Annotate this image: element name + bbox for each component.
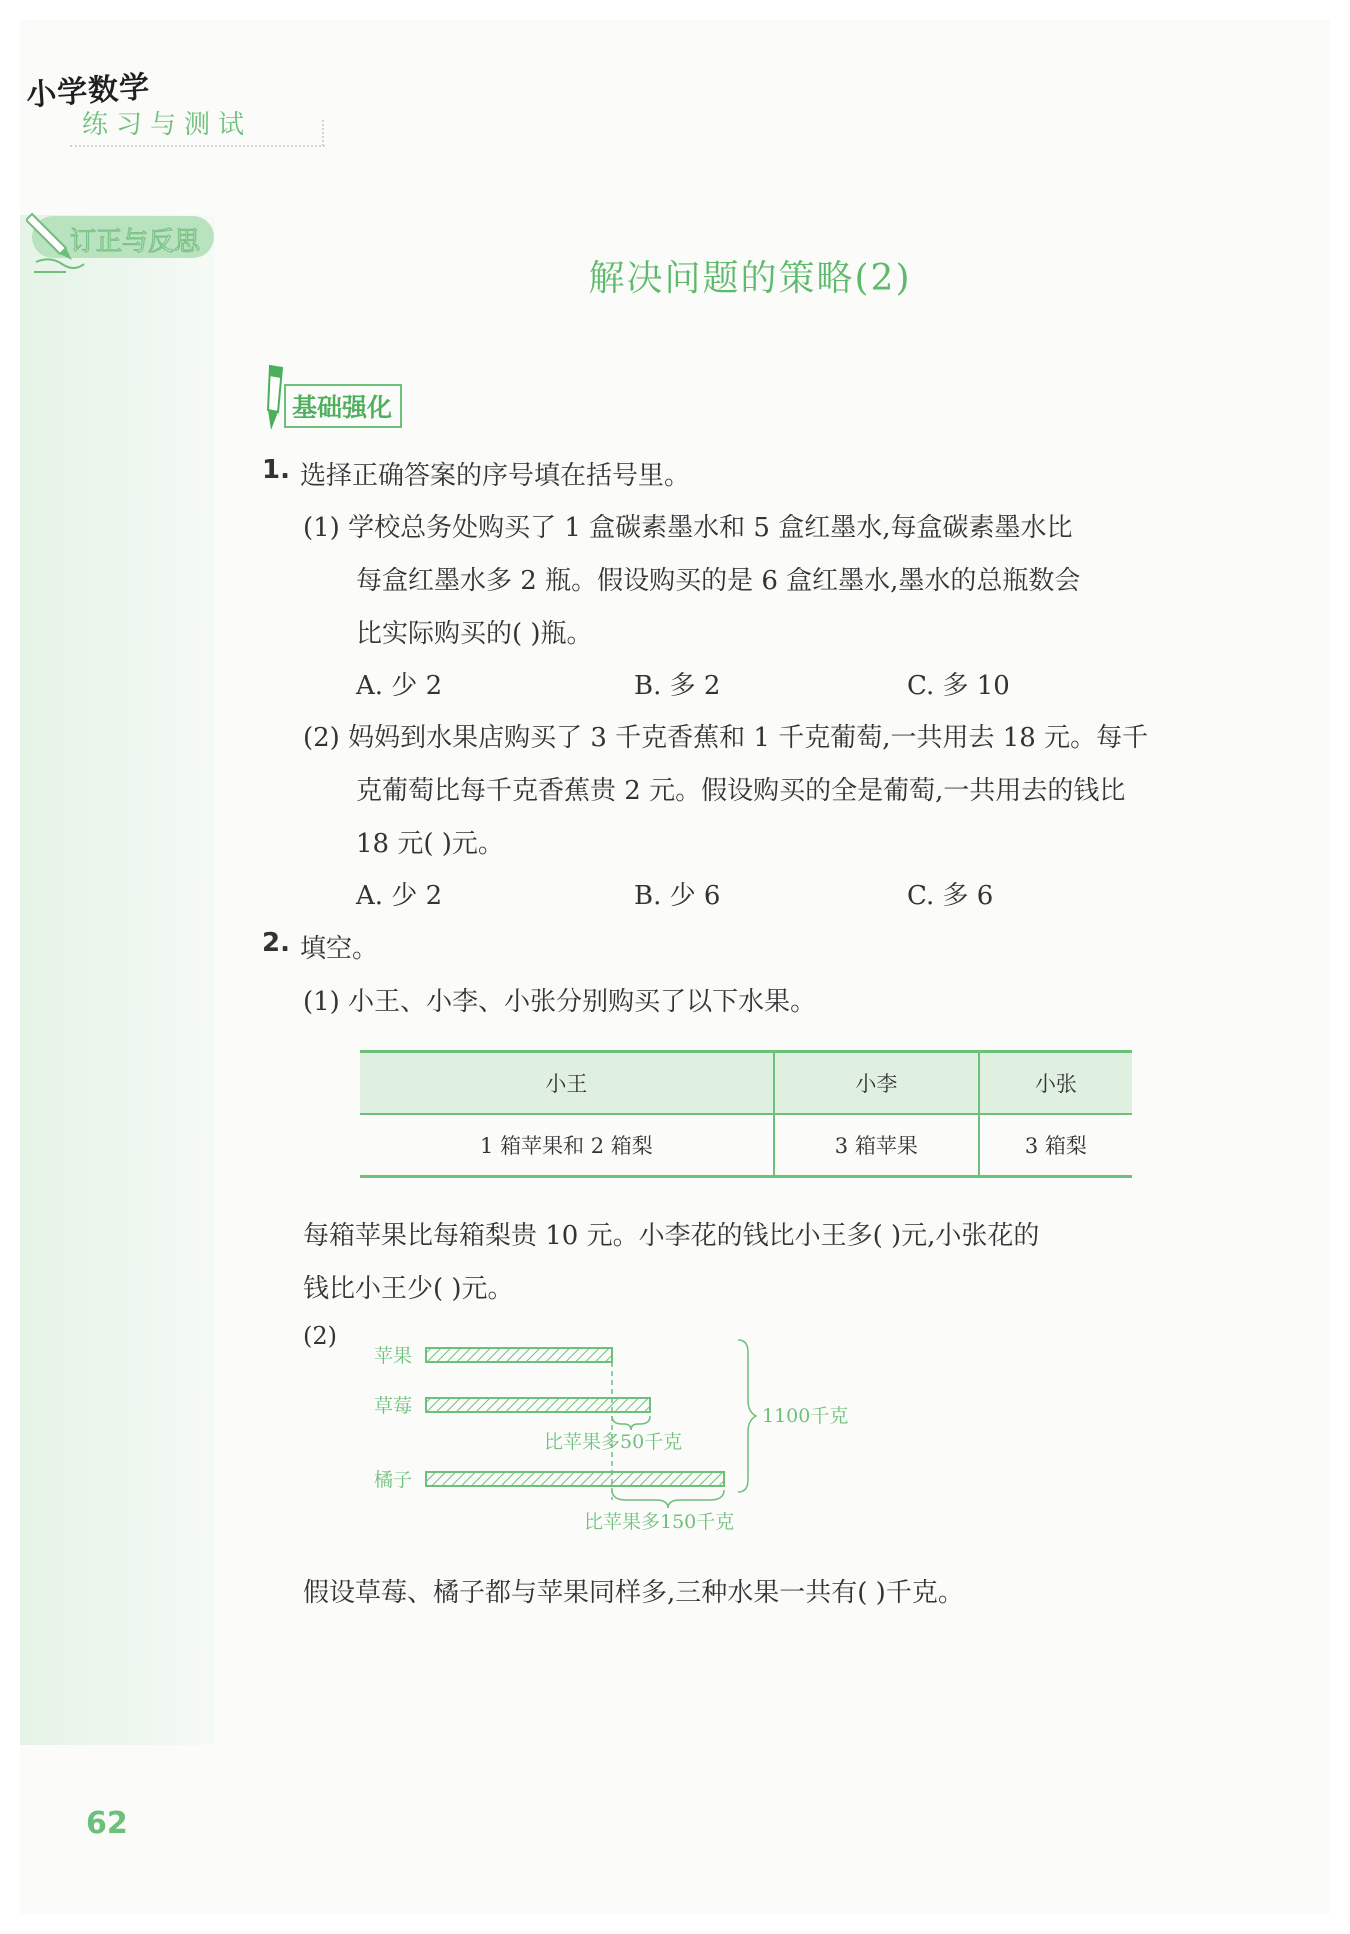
strawberry-extra-note: 比苹果多50千克 [544, 1431, 683, 1453]
table-row [360, 1114, 1132, 1177]
table-header: 小李 [774, 1052, 979, 1115]
bar-label: 苹果 [374, 1345, 413, 1367]
q1-sub1-option-a: A. 少 2 [356, 671, 443, 701]
header-divider-vertical [322, 120, 324, 146]
apple-bar [426, 1348, 612, 1362]
bar-label: 草莓 [374, 1395, 413, 1417]
table-cell: 3 箱苹果 [774, 1114, 979, 1177]
section-label: 基础强化 [284, 384, 402, 428]
orange-extra-brace [612, 1490, 724, 1508]
q2-sub2-label: (2) [303, 1322, 337, 1350]
table-header-row [360, 1052, 1132, 1115]
q1-sub2-line2: 克葡萄比每千克香蕉贵 2 元。假设购买的全是葡萄,一共用去的钱比 [356, 776, 1126, 806]
fruit-purchase-table [360, 1050, 1132, 1178]
q1-sub2-option-a: A. 少 2 [356, 881, 443, 911]
header-divider [70, 145, 325, 147]
q1-sub2-line3: 18 元( )元。 [356, 829, 504, 859]
q1-sub2-option-c: C. 多 6 [907, 881, 994, 911]
question-2-prompt: 填空。 [300, 934, 379, 964]
question-1-prompt: 选择正确答案的序号填在括号里。 [300, 461, 691, 491]
table-cell: 3 箱梨 [979, 1114, 1132, 1177]
q1-sub1-line1: (1) 学校总务处购买了 1 盒碳素墨水和 5 盒红墨水,每盒碳素墨水比 [303, 513, 1073, 543]
question-1-number: 1. [262, 455, 290, 485]
q2-sub2-question: 假设草莓、橘子都与苹果同样多,三种水果一共有( )千克。 [303, 1578, 964, 1608]
question-2-number: 2. [262, 928, 290, 958]
sidebar-tag: 订正与反思 [70, 227, 201, 257]
q1-sub2-option-b: B. 少 6 [634, 881, 721, 911]
strawberry-extra-brace [612, 1416, 650, 1430]
q2-sub1-line1: 每箱苹果比每箱梨贵 10 元。小李花的钱比小王多( )元,小张花的 [303, 1221, 1040, 1251]
total-label: 1100千克 [762, 1405, 849, 1427]
q1-sub1-option-c: C. 多 10 [907, 671, 1010, 701]
book-title: 练习与测试 [82, 110, 253, 140]
q2-sub1-line2: 钱比小王少( )元。 [303, 1274, 514, 1304]
table-header: 小张 [979, 1052, 1132, 1115]
orange-bar [426, 1472, 724, 1486]
q1-sub2-line1: (2) 妈妈到水果店购买了 3 千克香蕉和 1 千克葡萄,一共用去 18 元。每千 [303, 723, 1149, 753]
q1-sub1-line3: 比实际购买的( )瓶。 [356, 619, 593, 649]
series-title: 小学数学 [25, 69, 152, 114]
q1-sub1-option-b: B. 多 2 [634, 671, 721, 701]
lesson-title: 解决问题的策略(2) [588, 258, 912, 299]
orange-extra-note: 比苹果多150千克 [584, 1511, 735, 1533]
page-background [20, 20, 1330, 1914]
q1-sub1-line2: 每盒红墨水多 2 瓶。假设购买的是 6 盒红墨水,墨水的总瓶数会 [356, 566, 1081, 596]
reflection-margin [20, 215, 215, 1745]
page-number: 62 [86, 1806, 128, 1841]
table-cell: 1 箱苹果和 2 箱梨 [360, 1114, 774, 1177]
total-brace [738, 1340, 756, 1492]
table-header: 小王 [360, 1052, 774, 1115]
q2-sub1-intro: (1) 小王、小李、小张分别购买了以下水果。 [303, 987, 817, 1017]
strawberry-bar [426, 1398, 650, 1412]
line-segment-diagram [300, 1320, 880, 1540]
bar-label: 橘子 [374, 1469, 413, 1491]
